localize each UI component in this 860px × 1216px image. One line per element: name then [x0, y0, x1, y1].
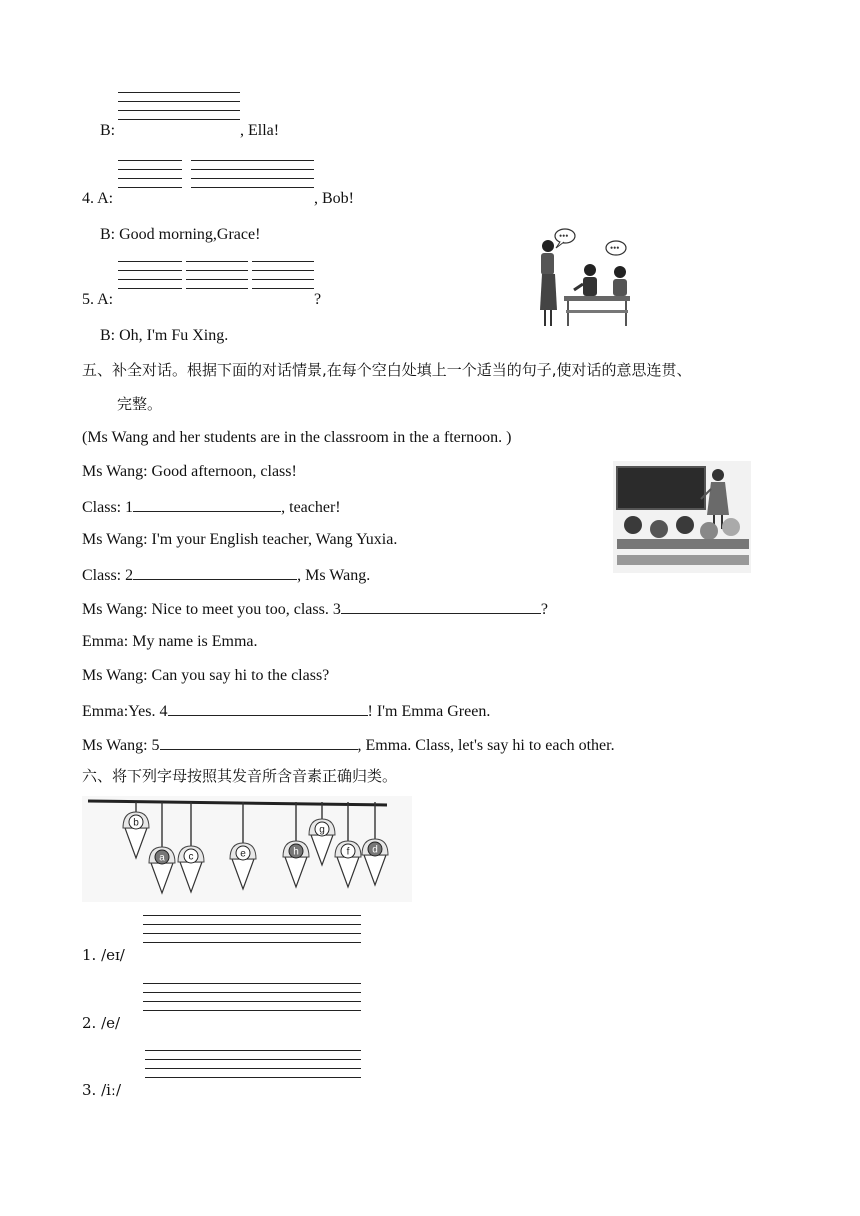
writing-lines-q4-word1[interactable]	[118, 160, 182, 188]
writing-lines-q5-word1[interactable]	[118, 261, 182, 289]
dialogue-line	[82, 598, 548, 620]
line-text: Emma:Yes. 4	[82, 703, 168, 720]
classroom-illustration	[613, 461, 751, 573]
b3-suffix: , Ella!	[240, 122, 280, 139]
line-text: ! I'm Emma Green.	[367, 703, 491, 720]
dialogue-line	[82, 734, 615, 756]
phoneme-label-3: 3. /iː/	[82, 1081, 122, 1099]
dialogue-line	[82, 666, 329, 686]
phoneme-label-2: 2. /e/	[82, 1014, 121, 1032]
line-text: Ms Wang: Good afternoon, class!	[82, 463, 297, 480]
dialogue-line	[82, 496, 341, 518]
answer-blank-3[interactable]	[341, 598, 541, 614]
cone-letter: d	[372, 844, 378, 856]
line-text: Ms Wang: Nice to meet you too, class. 3	[82, 601, 341, 618]
svg-text:•••: •••	[610, 243, 620, 253]
part5-heading-cont: 完整。	[117, 395, 163, 413]
q5-answer-b: B: Oh, I'm Fu Xing.	[100, 327, 229, 344]
cone-letter: b	[133, 817, 139, 829]
writing-lines-q5-word2[interactable]	[186, 261, 248, 289]
dialogue-line	[82, 632, 258, 652]
part5-heading: 五、补全对话。根据下面的对话情景,在每个空白处填上一个适当的句子,使对话的意思连贯、	[82, 361, 692, 379]
writing-lines-answer-3[interactable]	[145, 1050, 361, 1078]
cone-letter: g	[319, 824, 325, 836]
answer-blank-5[interactable]	[160, 734, 358, 750]
line-text: Class: 1	[82, 499, 134, 516]
cone-letter: h	[293, 846, 299, 858]
dialogue-context: (Ms Wang and her students are in the classroom in the a fternoon. )	[82, 429, 512, 446]
cone-letter: a	[159, 852, 165, 864]
part6-heading: 六、将下列字母按照其发音所含音素正确归类。	[82, 767, 398, 785]
q4-answer-b: B: Good morning,Grace!	[100, 226, 261, 243]
cone-letter: f	[346, 846, 350, 858]
writing-lines-q5-word3[interactable]	[252, 261, 314, 289]
line-text: Ms Wang: Can you say hi to the class?	[82, 667, 330, 684]
line-text: Class: 2	[82, 567, 134, 584]
q5-prefix: 5. A:	[82, 291, 114, 308]
b3-prefix: B:	[100, 122, 116, 139]
introduction-illustration	[530, 226, 640, 331]
q5-suffix: ?	[314, 291, 322, 308]
writing-lines-q4-word2[interactable]	[191, 160, 314, 188]
writing-lines-answer-2[interactable]	[143, 983, 361, 1011]
q4-suffix: , Bob!	[314, 190, 354, 207]
writing-lines-b3[interactable]	[118, 92, 240, 120]
dialogue-line	[82, 564, 370, 586]
phoneme-label-1: 1. /eɪ/	[82, 946, 125, 964]
line-text: Ms Wang: I'm your English teacher, Wang Yuxia.	[82, 531, 398, 548]
ice-cream-letters-illustration	[82, 796, 412, 902]
answer-blank-4[interactable]	[168, 700, 368, 716]
svg-text:•••: •••	[559, 231, 569, 241]
line-text: , Emma. Class, let's say hi to each other.	[357, 737, 615, 754]
cone-letter: c	[188, 851, 194, 863]
writing-lines-answer-1[interactable]	[143, 915, 361, 943]
answer-blank-2[interactable]	[133, 564, 297, 580]
dialogue-line	[82, 462, 297, 482]
line-text: , teacher!	[281, 499, 341, 516]
q4-prefix: 4. A:	[82, 190, 114, 207]
line-text: Emma: My name is Emma.	[82, 633, 258, 650]
dialogue-line	[82, 530, 397, 550]
line-text: Ms Wang: 5	[82, 737, 160, 754]
line-text: , Ms Wang.	[297, 567, 371, 584]
line-text: ?	[540, 601, 548, 618]
dialogue-line	[82, 700, 490, 722]
answer-blank-1[interactable]	[133, 496, 281, 512]
cone-letter: e	[240, 848, 246, 860]
